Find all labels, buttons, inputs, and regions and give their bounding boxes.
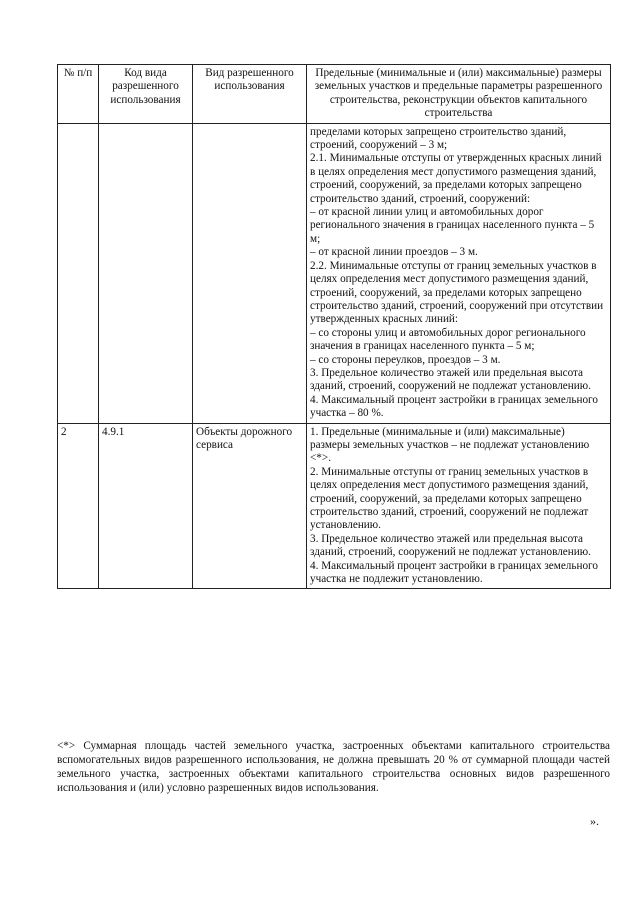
row1-code xyxy=(99,123,193,423)
param-line: 1. Предельные (минимальные и (или) максимальные) размеры земельных участков – не подлежат установлению <*>. xyxy=(310,425,590,465)
table-row xyxy=(58,423,611,589)
parameters-table xyxy=(57,64,611,589)
param-line: 2.2. Минимальные отступы от границ земельных участков в целях определения мест допустимого размещения зданий, строений, сооружений, за пределами которых запрещено строительство зданий, строений, сооружений при отсутствии утвержденных красных линий: xyxy=(310,259,604,326)
param-line: 4. Максимальный процент застройки в границах земельного участка – 80 %. xyxy=(310,393,598,420)
row2-code: 4.9.1 xyxy=(99,423,193,589)
param-line: 2.1. Минимальные отступы от утвержденных красных линий в целях определения мест допустимого размещения зданий, строений, сооружений, за пределами которых запрещено строительство зданий, строений, сооружений: xyxy=(310,152,602,205)
row1-parameters xyxy=(307,123,611,423)
param-line: 3. Предельное количество этажей или предельная высота зданий, строений, сооружений не подлежат установлению. xyxy=(310,366,591,393)
param-line: – от красной линии проездов – 3 м. xyxy=(310,246,478,259)
header-parameters: Предельные (минимальные и (или) максимальные) размеры земельных участков и предельные параметры разрешенного строительства, реконструкции объектов капитального строительства xyxy=(307,65,611,124)
row1-kind xyxy=(193,123,307,423)
table-row xyxy=(58,123,611,423)
param-line: 4. Максимальный процент застройки в границах земельного участка не подлежит установлению. xyxy=(310,559,598,586)
row2-number: 2 xyxy=(58,423,99,589)
closing-quote: ». xyxy=(590,814,599,828)
footnote: <*> Суммарная площадь частей земельного участка, застроенных объектами капитального строительства вспомогательных видов разрешенного использования, не должна превышать 20 % от суммарной площади частей земельного участка, застроенных объектами капитального строительства основных видов разрешенного использования и (или) условно разрешенных видов использования. xyxy=(57,740,610,794)
param-line: 3. Предельное количество этажей или предельная высота зданий, строений, сооружений не подлежат установлению. xyxy=(310,532,591,559)
table-header-row xyxy=(58,65,611,124)
param-line: 2. Минимальные отступы от границ земельных участков в целях определения мест допустимого размещения зданий, строений, сооружений, за пределами которых запрещено строительство зданий, строений, сооружений не подлежат установлению. xyxy=(310,465,589,532)
row2-parameters xyxy=(307,423,611,589)
header-use-kind: Вид разрешенного использования xyxy=(193,65,307,124)
param-line: – от красной линии улиц и автомобильных дорог регионального значения в границах населенного пункта – 5 м; xyxy=(310,206,595,245)
param-line: – со стороны переулков, проездов – 3 м. xyxy=(310,353,501,366)
param-line: пределами которых запрещено строительство зданий, строений, сооружений – 3 м; xyxy=(310,125,567,152)
header-use-code: Код вида разрешенного использования xyxy=(99,65,193,124)
param-line: – со стороны улиц и автомобильных дорог регионального значения в границах населенного пункта – 5 м; xyxy=(310,326,586,353)
header-number: № п/п xyxy=(58,65,99,124)
row1-number xyxy=(58,123,99,423)
row2-kind: Объекты дорожного сервиса xyxy=(193,423,307,589)
